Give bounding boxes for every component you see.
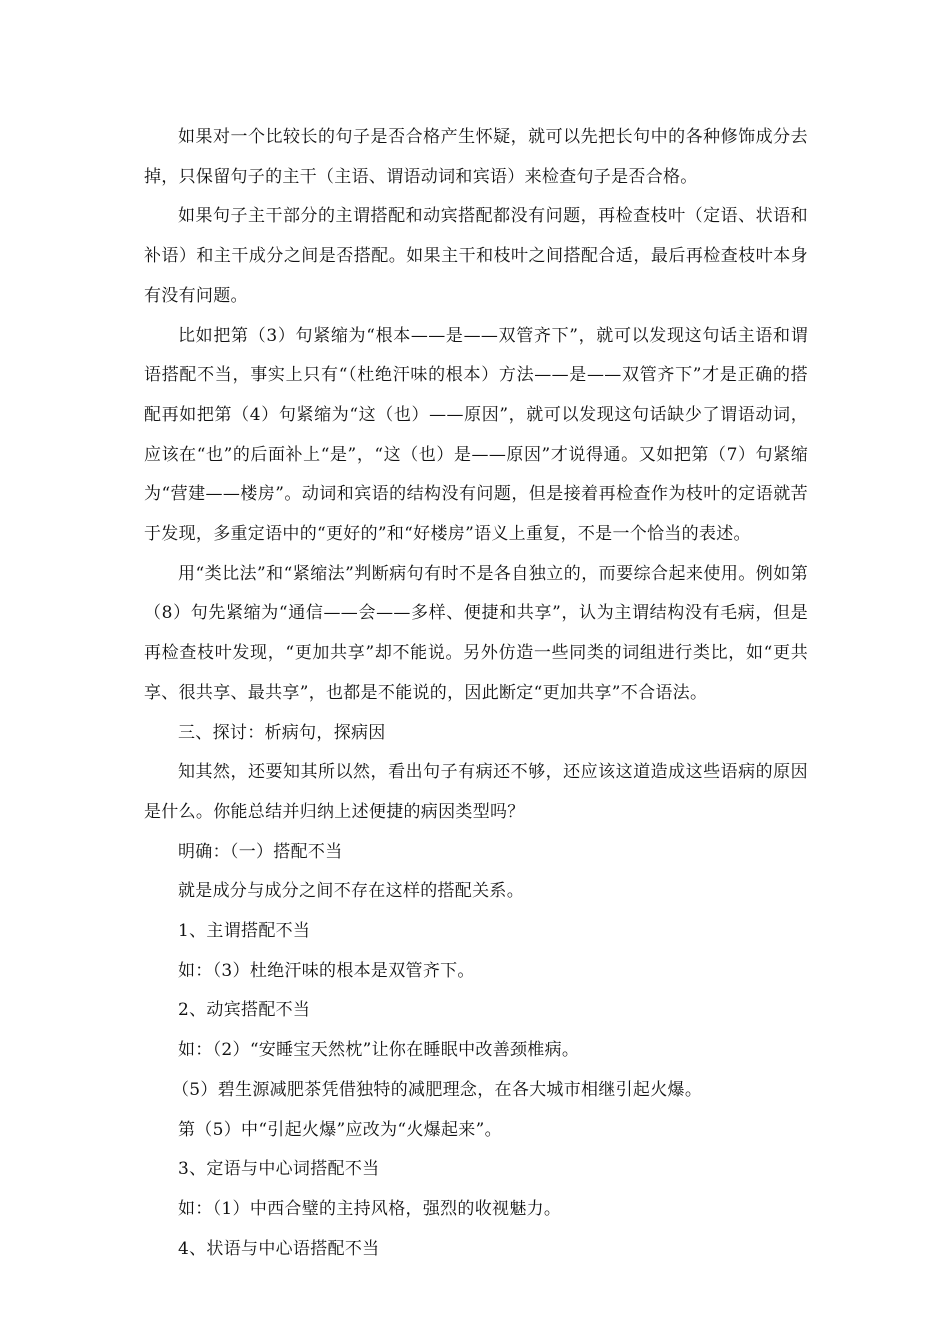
correction-line-5: 第（5）中“引起火爆”应改为“火爆起来”。 — [178, 1119, 502, 1140]
example-line-1: 如：（1）中西合璧的主持风格，强烈的收视魅力。 — [178, 1198, 562, 1219]
example-line-5: （5）碧生源减肥茶凭借独特的减肥理念，在各大城市相继引起火爆。 — [172, 1079, 703, 1100]
body-text — [144, 118, 808, 1269]
example-line-2: 如：（2）“安睡宝天然枕”让你在睡眠中改善颈椎病。 — [178, 1040, 580, 1061]
subheading-verb-object: 2、动宾搭配不当 — [178, 1000, 311, 1021]
subheading-subject-predicate: 1、主谓搭配不当 — [178, 921, 311, 942]
paragraph-combined-methods: 用“类比法”和“紧缩法”判断病句有时不是各自独立的，而要综合起来使用。例如第（8）句先紧缩为“通信——会——多样、便捷和共享”，认为主谓结构没有毛病，但是再检查枝叶发现，“更加共享”却不能说。另外仿造一些同类的词组进行类比，如“更共享、很共享、最共享”，也都是不能说的，因此断定“更加共享”不合语法。 — [144, 563, 808, 703]
section-heading-three: 三、探讨：析病句，探病因 — [178, 722, 386, 743]
paragraph-causes-question: 知其然，还要知其所以然，看出句子有病还不够，还应该这道造成这些语病的原因是什么。你能总结并归纳上述便捷的病因类型吗？ — [144, 762, 808, 822]
paragraph-condense-examples: 比如把第（3）句紧缩为“根本——是——双管齐下”，就可以发现这句话主语和谓语搭配不当，事实上只有“（杜绝汗味的根本）方法——是——双管齐下”才是正确的搭配再如把第（4）句紧缩为“这（也）——原因”，就可以发现这句话缺少了谓语动词，应该在“也”的后面补上“是”，“这（也）是——原因”才说得通。又如把第（7）句紧缩为“营建——楼房”。动词和宾语的结构没有问题，但是接着再检查作为枝叶的定语就苦于发现，多重定语中的“更好的”和“好楼房”语义上重复，不是一个恰当的表述。 — [144, 325, 808, 545]
paragraph-branch-check: 如果句子主干部分的主谓搭配和动宾搭配都没有问题，再检查枝叶（定语、状语和补语）和主干成分之间是否搭配。如果主干和枝叶之间搭配合适，最后再检查枝叶本身有没有问题。 — [144, 206, 808, 306]
clarify-heading: 明确：（一）搭配不当 — [178, 841, 343, 862]
subheading-attributive: 3、定语与中心词搭配不当 — [178, 1159, 380, 1180]
definition-line: 就是成分与成分之间不存在这样的搭配关系。 — [178, 881, 524, 902]
subheading-adverbial: 4、状语与中心语搭配不当 — [178, 1238, 380, 1259]
example-line-3: 如：（3）杜绝汗味的根本是双管齐下。 — [178, 960, 475, 981]
paragraph-trunk-check: 如果对一个比较长的句子是否合格产生怀疑，就可以先把长句中的各种修饰成分去掉，只保留句子的主干（主语、谓语动词和宾语）来检查句子是否合格。 — [144, 127, 808, 187]
